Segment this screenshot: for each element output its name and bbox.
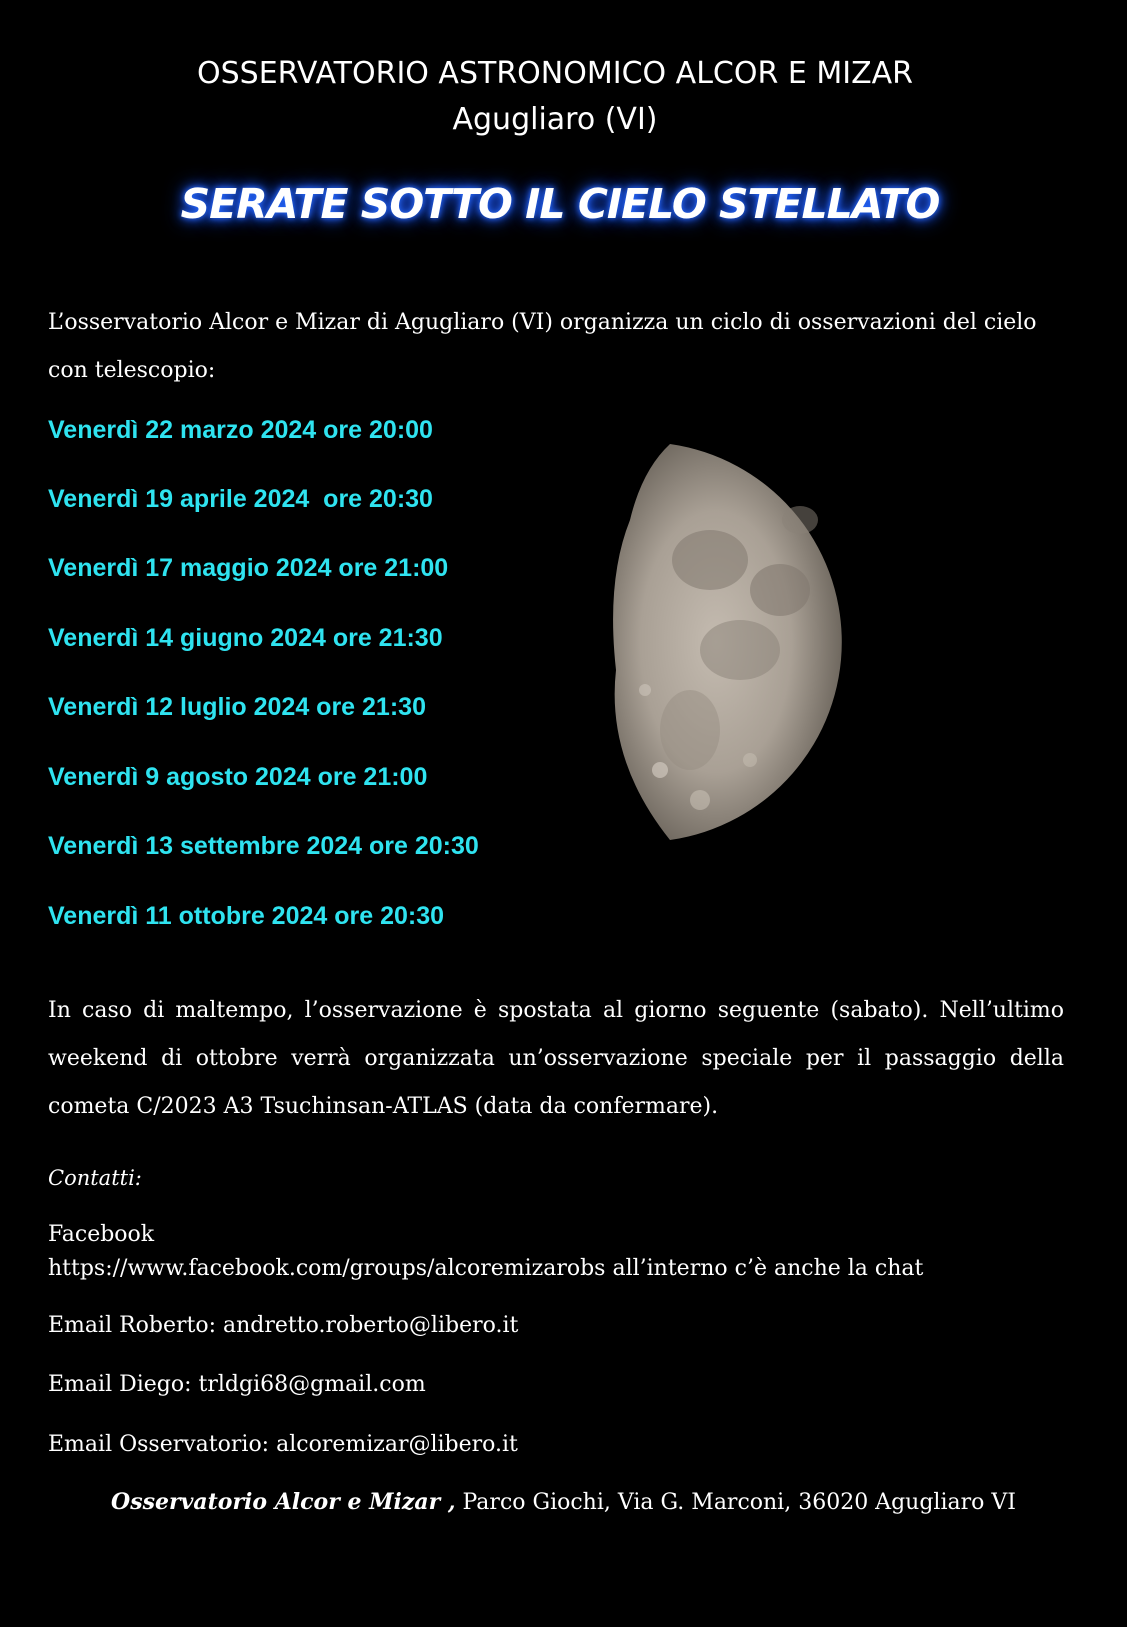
intro-paragraph: L’osservatorio Alcor e Mizar di Agugliaro (VI) organizza un ciclo di osservazioni del cielo con telescopio: [48, 310, 1037, 383]
contacts-label: Contatti: [48, 1166, 142, 1190]
date-item: Venerdì 22 marzo 2024 ore 20:00 [48, 416, 433, 444]
facebook-link[interactable]: https://www.facebook.com/groups/alcoremizarobs all’interno c’è anche la chat [48, 1256, 924, 1281]
footer-address-text: Parco Giochi, Via G. Marconi, 36020 Agugliaro VI [455, 1490, 1016, 1515]
facebook-label: Facebook [48, 1222, 155, 1247]
observatory-title: OSSERVATORIO ASTRONOMICO ALCOR E MIZAR [197, 56, 913, 91]
email-diego[interactable]: Email Diego: trldgi68@gmail.com [48, 1372, 426, 1397]
footer-org-name: Osservatorio Alcor e Mizar , [111, 1489, 456, 1515]
date-item: Venerdì 13 settembre 2024 ore 20:30 [48, 832, 479, 860]
date-item: Venerdì 19 aprile 2024 ore 20:30 [48, 485, 433, 513]
date-item: Venerdì 11 ottobre 2024 ore 20:30 [48, 902, 445, 930]
observatory-location: Agugliaro (VI) [452, 102, 658, 137]
footer-address [0, 1489, 1127, 1515]
date-item: Venerdì 17 maggio 2024 ore 21:00 [48, 554, 449, 582]
date-item: Venerdì 9 agosto 2024 ore 21:00 [48, 763, 428, 791]
date-item: Venerdì 14 giugno 2024 ore 21:30 [48, 624, 443, 652]
date-item: Venerdì 12 luglio 2024 ore 21:30 [48, 693, 426, 721]
email-roberto[interactable]: Email Roberto: andretto.roberto@libero.it [48, 1313, 519, 1338]
weather-note: In caso di maltempo, l’osservazione è spostata al giorno seguente (sabato). Nell’ultimo weekend di ottobre verrà organizzata un’osservazione speciale per il passaggio della cometa C/2023 A3 Tsuchinsan-ATLAS (data da confermare). [48, 998, 1064, 1119]
moon-icon [600, 440, 920, 870]
moon-image [600, 440, 920, 870]
email-observatory[interactable]: Email Osservatorio: alcoremizar@libero.it [48, 1432, 518, 1457]
event-banner: SERATE SOTTO IL CIELO STELLATO [180, 180, 940, 228]
